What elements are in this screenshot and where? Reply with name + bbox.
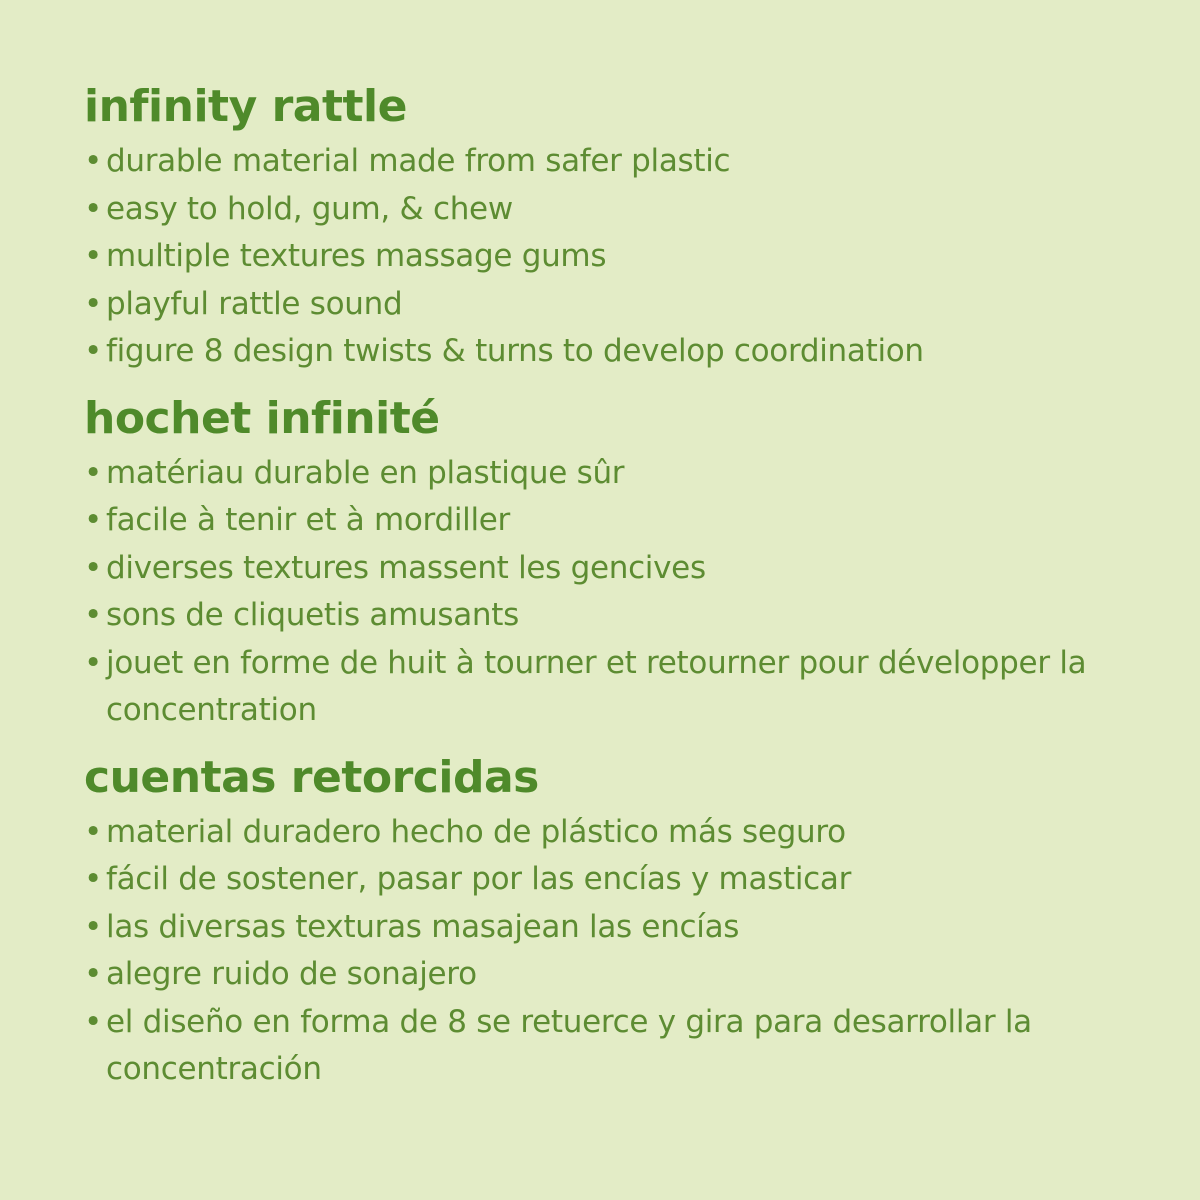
section-heading-french: hochet infinité	[84, 392, 440, 444]
list-item	[84, 999, 1176, 1094]
list-item-text: facile à tenir et à mordiller	[106, 502, 510, 538]
section-heading-spanish: cuentas retorcidas	[84, 751, 539, 803]
feature-list-english	[84, 138, 1200, 376]
section-heading-english: infinity rattle	[84, 81, 407, 132]
bullet-icon: •	[84, 1003, 102, 1040]
section-english	[84, 76, 1200, 376]
list-item-text: las diversas texturas masajean las encías	[106, 908, 740, 945]
list-item-text: playful rattle sound	[106, 285, 403, 322]
bullet-icon: •	[84, 813, 102, 850]
section-french	[84, 388, 1200, 735]
list-item-text: durable material made from safer plastic	[106, 143, 731, 179]
list-item-text: alegre ruido de sonajero	[106, 956, 477, 992]
bullet-icon: •	[84, 597, 102, 633]
bullet-icon: •	[84, 549, 102, 586]
list-item-text: easy to hold, gum, & chew	[106, 190, 513, 227]
list-item	[84, 592, 1176, 640]
bullet-icon: •	[84, 908, 102, 945]
bullet-icon: •	[84, 861, 102, 897]
list-item-text: figure 8 design twists & turns to develop coordination	[106, 333, 924, 369]
list-item	[84, 450, 1176, 498]
list-item	[84, 856, 1176, 904]
list-item-text: material duradero hecho de plástico más seguro	[106, 813, 846, 850]
list-item	[84, 138, 1176, 186]
list-item	[84, 497, 1176, 545]
list-item	[84, 809, 1176, 857]
list-item-text: jouet en forme de huit à tourner et retourner pour développer la concentration	[106, 644, 1087, 728]
bullet-icon: •	[84, 333, 102, 369]
list-item	[84, 281, 1176, 329]
list-item-text: diverses textures massent les gencives	[106, 549, 706, 586]
list-item-text: matériau durable en plastique sûr	[106, 454, 625, 491]
bullet-icon: •	[84, 143, 102, 179]
list-item	[84, 328, 1176, 376]
list-item	[84, 186, 1176, 234]
bullet-icon: •	[84, 454, 102, 491]
list-item	[84, 951, 1176, 999]
list-item	[84, 640, 1176, 735]
list-item	[84, 233, 1176, 281]
feature-list-french	[84, 450, 1200, 735]
bullet-icon: •	[84, 956, 102, 992]
list-item-text: sons de cliquetis amusants	[106, 597, 519, 633]
bullet-icon: •	[84, 285, 102, 322]
bullet-icon: •	[84, 190, 102, 227]
list-item-text: el diseño en forma de 8 se retuerce y gira para desarrollar la concentración	[106, 1003, 1032, 1087]
section-spanish	[84, 747, 1200, 1094]
list-item-text: multiple textures massage gums	[106, 238, 607, 274]
list-item-text: fácil de sostener, pasar por las encías y masticar	[106, 861, 852, 897]
bullet-icon: •	[84, 644, 102, 681]
bullet-icon: •	[84, 502, 102, 538]
feature-list-spanish	[84, 809, 1200, 1094]
bullet-icon: •	[84, 238, 102, 274]
list-item	[84, 904, 1176, 952]
list-item	[84, 545, 1176, 593]
